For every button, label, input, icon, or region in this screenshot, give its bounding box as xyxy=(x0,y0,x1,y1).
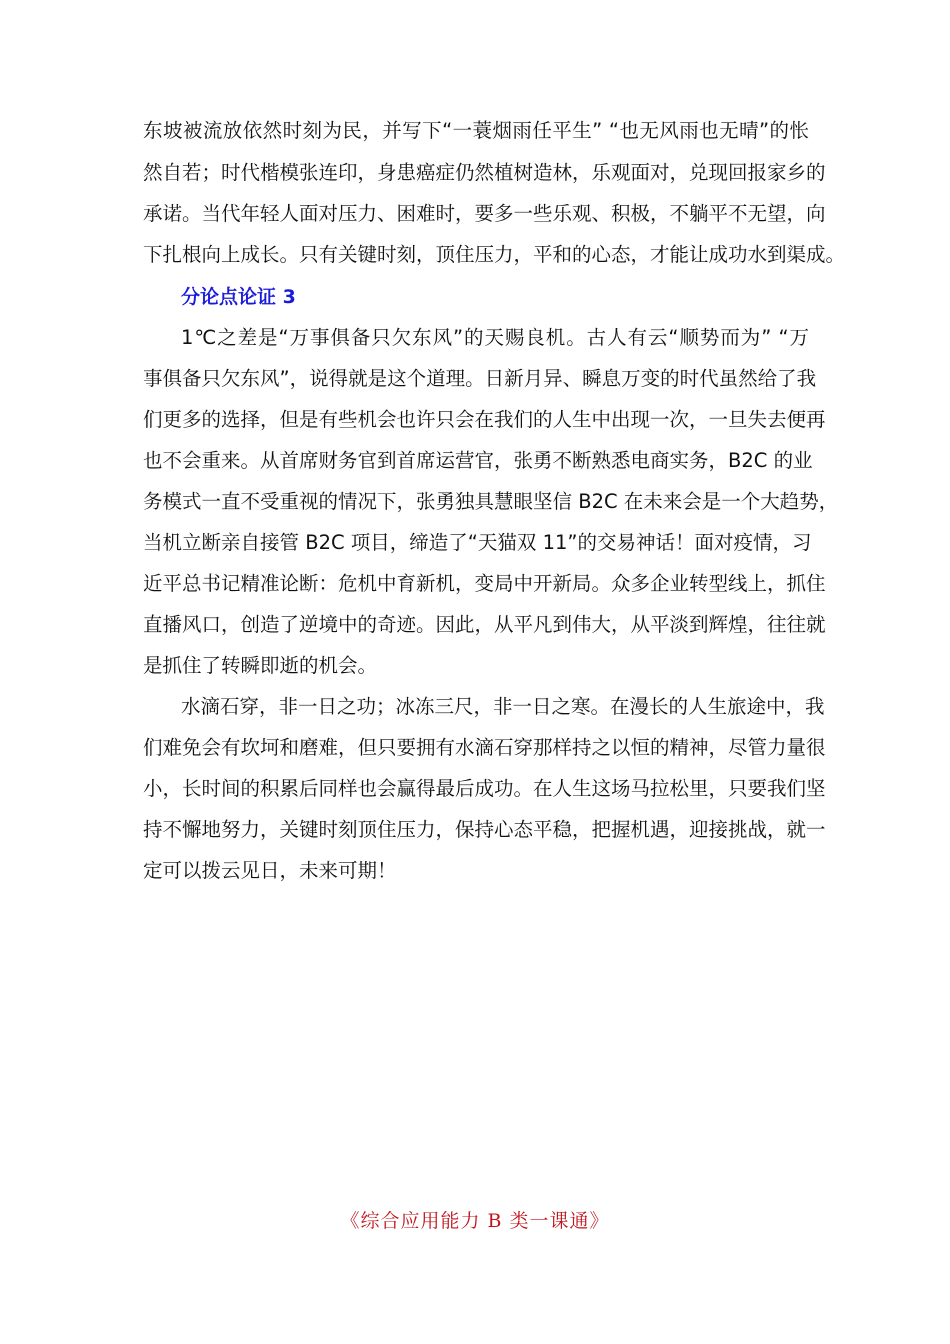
text-line: 近平总书记精准论断：危机中育新机，变局中开新局。众多企业转型线上，抓住 xyxy=(143,572,826,595)
text-line: 当机立断亲自接管 B2C 项目，缔造了“天猫双 11”的交易神话！面对疫情，习 xyxy=(143,531,812,554)
text-line: 小，长时间的积累后同样也会赢得最后成功。在人生这场马拉松里，只要我们坚 xyxy=(143,777,826,800)
text-line: 承诺。当代年轻人面对压力、困难时，要多一些乐观、积极，不躺平不无望，向 xyxy=(143,202,826,225)
text-line: 直播风口，创造了逆境中的奇迹。因此，从平凡到伟大，从平淡到辉煌，往往就 xyxy=(143,613,826,636)
text-line: 然自若；时代楷模张连印，身患癌症仍然植树造林，乐观面对，兑现回报家乡的 xyxy=(143,161,826,184)
text-line: 1℃之差是“万事俱备只欠东风”的天赐良机。古人有云“顺势而为” “万 xyxy=(181,326,809,349)
text-line: 定可以拨云见日，未来可期！ xyxy=(143,859,397,882)
text-line: 水滴石穿，非一日之功；冰冻三尺，非一日之寒。在漫长的人生旅途中，我 xyxy=(181,695,825,718)
text-line: 事俱备只欠东风”，说得就是这个道理。日新月异、瞬息万变的时代虽然给了我 xyxy=(143,367,817,390)
text-line: 持不懈地努力，关键时刻顶住压力，保持心态平稳，把握机遇，迎接挑战，就一 xyxy=(143,818,826,841)
text-line: 务模式一直不受重视的情况下，张勇独具慧眼坚信 B2C 在未来会是一个大趋势， xyxy=(143,490,839,513)
text-line: 们难免会有坎坷和磨难，但只要拥有水滴石穿那样持之以恒的精神，尽管力量很 xyxy=(143,736,826,759)
text-line: 东坡被流放依然时刻为民，并写下“一蓑烟雨任平生” “也无风雨也无晴”的怅 xyxy=(143,119,809,142)
text-line: 下扎根向上成长。只有关键时刻，顶住压力，平和的心态，才能让成功水到渠成。 xyxy=(143,243,846,266)
page-footer: 《综合应用能力 B 类一课通》 xyxy=(340,1210,610,1232)
text-line: 也不会重来。从首席财务官到首席运营官，张勇不断熟悉电商实务，B2C 的业 xyxy=(143,449,813,472)
section-heading: 分论点论证 3 xyxy=(181,286,296,308)
text-line: 们更多的选择，但是有些机会也许只会在我们的人生中出现一次，一旦失去便再 xyxy=(143,408,826,431)
text-line: 是抓住了转瞬即逝的机会。 xyxy=(143,654,378,677)
